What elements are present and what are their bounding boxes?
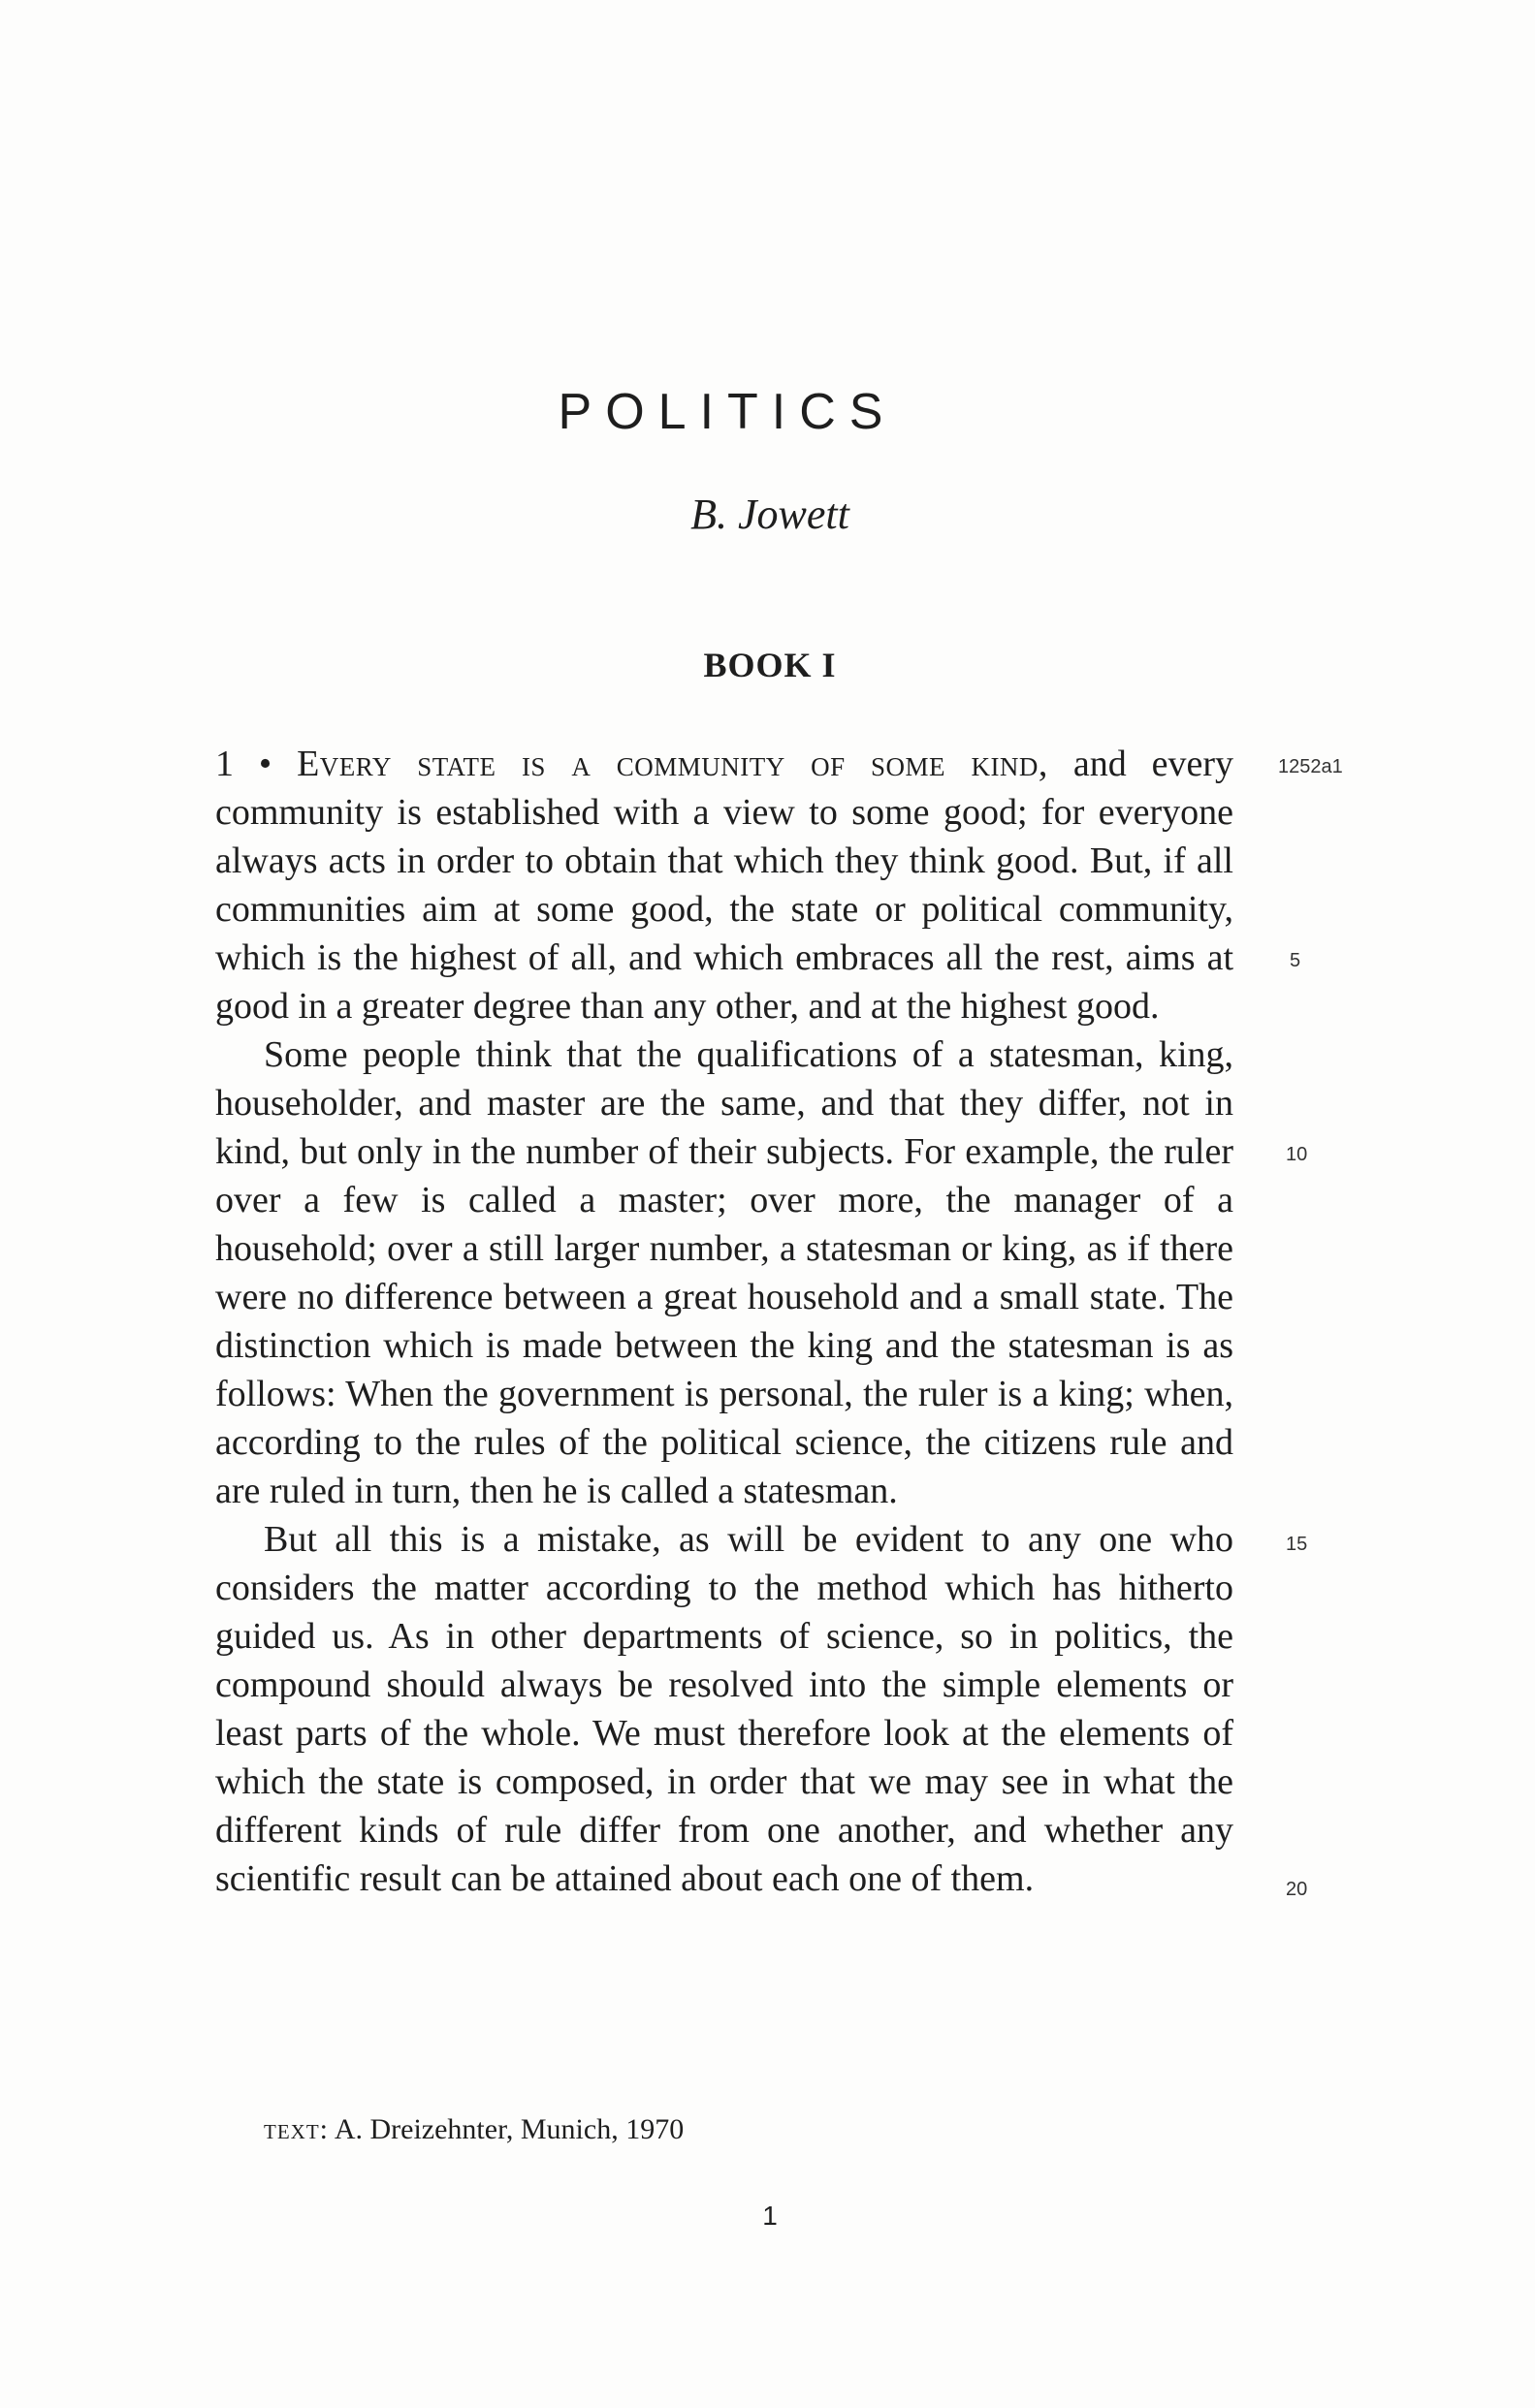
translator-name: B. Jowett <box>690 491 849 538</box>
paragraph-1-text: and every community is established with a view to some good; for everyone always acts in order to obtain that which they think good. But, if all communities aim at some good, the state or political community, which is the highest of all, and which embraces all the rest, aims at good in a greater degree than any other, and at the highest good. <box>215 744 1233 1027</box>
bekker-reference: 1252a1 <box>1278 756 1343 777</box>
source-value: A. Dreizehnter, Munich, 1970 <box>328 2113 685 2145</box>
paragraph-2: Some people think that the qualifications of a statesman, king, householder, and master are the same, and that they differ, not in kind, but only in the number of their subjects. For example, the ruler over a few is called a master; over more, the manager of a household; over a still larger number, a statesman or king, as if there were no difference between a great household and a small state. The distinction which is made between the king and the statesman is as follows: When the government is personal, the ruler is a king; when, according to the rules of the political science, the citizens rule and are ruled in turn, then he is called a statesman. <box>215 1034 1233 1511</box>
source-label: text: <box>264 2113 329 2145</box>
work-title: POLITICS <box>558 384 897 440</box>
page-number: 1 <box>762 2201 778 2231</box>
source-note <box>264 2113 684 2146</box>
margin-line-number-10: 10 <box>1286 1144 1308 1165</box>
book-heading: BOOK I <box>703 646 837 684</box>
margin-line-number-15: 15 <box>1286 1534 1308 1555</box>
main-text <box>215 740 1233 1903</box>
paragraph-1 <box>215 740 1233 1030</box>
margin-line-number-20: 20 <box>1286 1879 1308 1900</box>
opening-phrase: Every state is a community of some kind, <box>297 744 1048 784</box>
chapter-number: 1 <box>215 744 234 784</box>
margin-line-number-5: 5 <box>1290 950 1301 971</box>
chapter-separator: • <box>234 744 298 784</box>
paragraph-3: But all this is a mistake, as will be evident to any one who considers the matter according to the method which has hitherto guided us. As in other departments of science, so in politics, the compound should always be resolved into the simple elements or least parts of the whole. We must therefore look at the elements of which the state is composed, in order that we may see in what the different kinds of rule differ from one another, and whether any scientific result can be attained about each one of them. <box>215 1519 1233 1899</box>
